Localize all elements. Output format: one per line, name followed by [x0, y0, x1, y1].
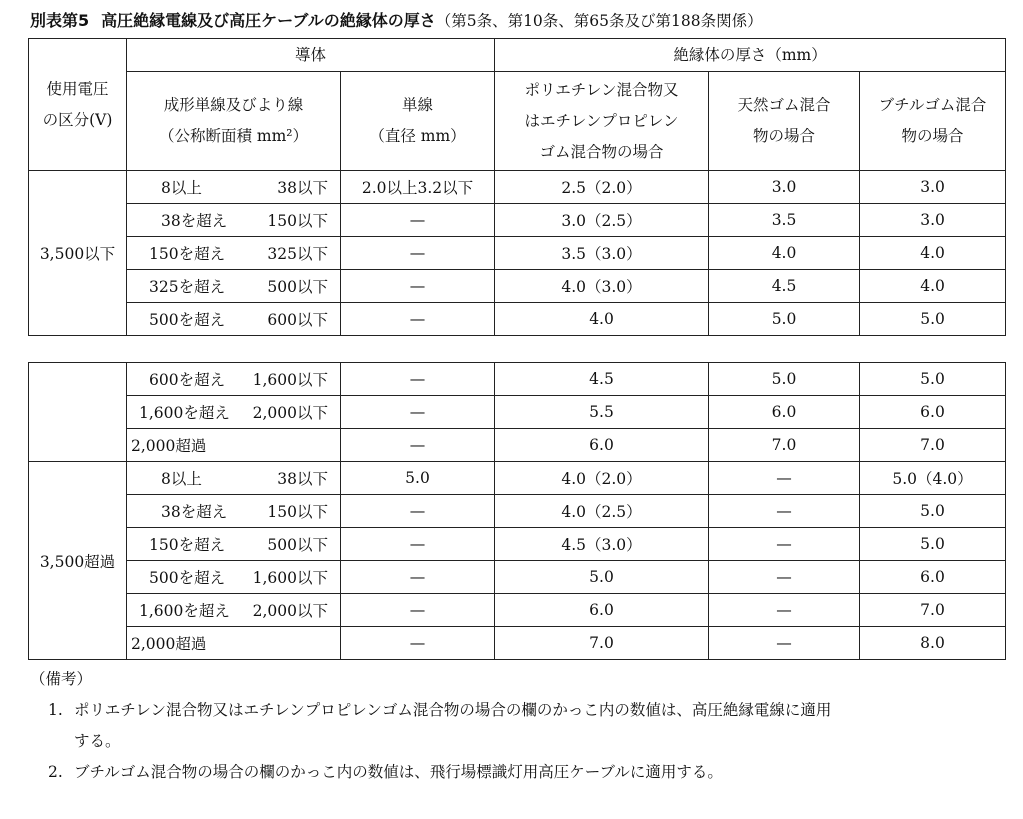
natural-cell: 5.0: [709, 303, 860, 336]
page-title: [30, 8, 763, 34]
natural-cell: 7.0: [709, 429, 860, 462]
insulation-table-part1: [28, 38, 1006, 336]
solid-cell: —: [341, 237, 495, 270]
conductor-range-cell: 2,000超過: [127, 429, 341, 462]
conductor-range-cell: 600を超え 1,600以下: [127, 363, 341, 396]
table-label: 別表第5: [30, 11, 90, 30]
poly-cell: 5.0: [495, 561, 709, 594]
table-row: [29, 495, 1006, 528]
solid-cell: —: [341, 396, 495, 429]
insulation-thickness-header: 絶縁体の厚さ（mm）: [495, 39, 1006, 72]
poly-cell: 4.0（2.5）: [495, 495, 709, 528]
solid-cell: —: [341, 495, 495, 528]
table-row: [29, 561, 1006, 594]
voltage-cell: 3,500以下: [29, 171, 127, 336]
conductor-range-cell: 500を超え 600以下: [127, 303, 341, 336]
solid-cell: —: [341, 303, 495, 336]
conductor-range-cell: 38を超え 150以下: [127, 204, 341, 237]
butyl-cell: 6.0: [860, 396, 1006, 429]
related-articles: （第5条、第10条、第65条及び第188条関係）: [435, 12, 763, 30]
voltage-class-header: 使用電圧 の区分(V): [29, 39, 127, 171]
natural-cell: 3.0: [709, 171, 860, 204]
butyl-cell: 5.0: [860, 495, 1006, 528]
butyl-cell: 5.0: [860, 528, 1006, 561]
table-row: [29, 528, 1006, 561]
poly-cell: 4.0: [495, 303, 709, 336]
butyl-cell: 7.0: [860, 594, 1006, 627]
solid-cell: —: [341, 363, 495, 396]
butyl-cell: 5.0: [860, 303, 1006, 336]
solid-cell: —: [341, 594, 495, 627]
remark-number: 1.: [48, 701, 63, 719]
remarks-section: [30, 664, 1020, 788]
conductor-range-cell: 8以上 38以下: [127, 171, 341, 204]
solid-wire-header: 単線 （直径 mm）: [341, 72, 495, 171]
table-heading: 高圧絶縁電線及び高圧ケーブルの絶縁体の厚さ: [101, 11, 436, 30]
solid-cell: —: [341, 528, 495, 561]
natural-cell: 6.0: [709, 396, 860, 429]
remark-item-1: [30, 695, 1020, 726]
conductor-range-cell: 1,600を超え 2,000以下: [127, 594, 341, 627]
voltage-cell: 3,500超過: [29, 462, 127, 660]
table-row: [29, 303, 1006, 336]
natural-cell: 4.0: [709, 237, 860, 270]
butyl-cell: 3.0: [860, 204, 1006, 237]
conductor-range-cell: 1,600を超え 2,000以下: [127, 396, 341, 429]
table-row: [29, 237, 1006, 270]
remark-item-2: [30, 757, 1020, 788]
butyl-cell: 7.0: [860, 429, 1006, 462]
poly-cell: 4.5（3.0）: [495, 528, 709, 561]
butyl-cell: 5.0: [860, 363, 1006, 396]
conductor-range-cell: 8以上 38以下: [127, 462, 341, 495]
remark-number: 2.: [48, 763, 63, 781]
conductor-range-cell: 38を超え 150以下: [127, 495, 341, 528]
table-row: [29, 429, 1006, 462]
conductor-range-cell: 2,000超過: [127, 627, 341, 660]
solid-cell: —: [341, 561, 495, 594]
table-row: [29, 462, 1006, 495]
natural-cell: 3.5: [709, 204, 860, 237]
conductor-range-cell: 150を超え 325以下: [127, 237, 341, 270]
poly-cell: 4.0（3.0）: [495, 270, 709, 303]
poly-cell: 4.5: [495, 363, 709, 396]
table-row: [29, 627, 1006, 660]
poly-cell: 3.0（2.5）: [495, 204, 709, 237]
conductor-range-cell: 325を超え 500以下: [127, 270, 341, 303]
table-row: [29, 270, 1006, 303]
butyl-rubber-header: ブチルゴム混合 物の場合: [860, 72, 1006, 171]
natural-rubber-header: 天然ゴム混合 物の場合: [709, 72, 860, 171]
solid-cell: 5.0: [341, 462, 495, 495]
table-row: [29, 594, 1006, 627]
table-row: [29, 363, 1006, 396]
solid-cell: —: [341, 204, 495, 237]
poly-cell: 6.0: [495, 594, 709, 627]
butyl-cell: 4.0: [860, 237, 1006, 270]
natural-cell: 5.0: [709, 363, 860, 396]
conductor-header: 導体: [127, 39, 495, 72]
poly-cell: 3.5（3.0）: [495, 237, 709, 270]
solid-cell: —: [341, 627, 495, 660]
solid-cell: —: [341, 270, 495, 303]
butyl-cell: 8.0: [860, 627, 1006, 660]
butyl-cell: 4.0: [860, 270, 1006, 303]
poly-cell: 4.0（2.0）: [495, 462, 709, 495]
natural-cell: —: [709, 594, 860, 627]
poly-cell: 7.0: [495, 627, 709, 660]
remark-text: ブチルゴム混合物の場合の欄のかっこ内の数値は、飛行場標識灯用高圧ケーブルに適用する。: [74, 763, 723, 781]
butyl-cell: 5.0（4.0）: [860, 462, 1006, 495]
polyethylene-header: ポリエチレン混合物又 はエチレンプロピレン ゴム混合物の場合: [495, 72, 709, 171]
table-row: [29, 171, 1006, 204]
remark-text: ポリエチレン混合物又はエチレンプロピレンゴム混合物の場合の欄のかっこ内の数値は、高圧絶縁電線に適用: [74, 701, 832, 719]
natural-cell: —: [709, 627, 860, 660]
table-row: [29, 396, 1006, 429]
poly-cell: 2.5（2.0）: [495, 171, 709, 204]
stranded-wire-header: 成形単線及びより線 （公称断面積 mm²）: [127, 72, 341, 171]
solid-cell: —: [341, 429, 495, 462]
table-row: [29, 204, 1006, 237]
natural-cell: —: [709, 462, 860, 495]
remarks-heading: （備考）: [30, 670, 93, 688]
natural-cell: —: [709, 495, 860, 528]
butyl-cell: 6.0: [860, 561, 1006, 594]
conductor-range-cell: 150を超え 500以下: [127, 528, 341, 561]
poly-cell: 5.5: [495, 396, 709, 429]
remark-continuation: する。: [74, 732, 121, 750]
solid-cell: 2.0以上3.2以下: [341, 171, 495, 204]
poly-cell: 6.0: [495, 429, 709, 462]
natural-cell: —: [709, 528, 860, 561]
natural-cell: 4.5: [709, 270, 860, 303]
butyl-cell: 3.0: [860, 171, 1006, 204]
natural-cell: —: [709, 561, 860, 594]
voltage-cell-continued: [29, 363, 127, 462]
insulation-table-part2: [28, 362, 1006, 660]
conductor-range-cell: 500を超え 1,600以下: [127, 561, 341, 594]
